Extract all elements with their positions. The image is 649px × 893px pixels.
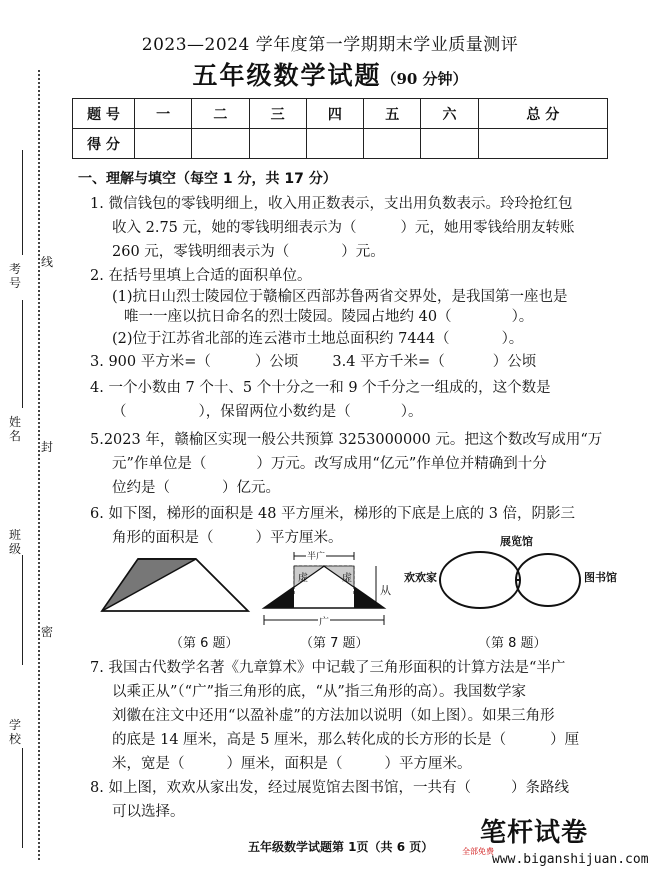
route-loop-left <box>440 552 520 608</box>
question-4-text: ），保留两位小数约是（ <box>198 404 351 420</box>
score-table-column-header: 总 分 <box>478 99 607 129</box>
question-6-text: ）平方厘米。 <box>255 530 343 546</box>
question-7-text: ）厘 <box>550 732 580 748</box>
question-2-line-1: 2. 在括号里填上合适的面积单位。 <box>90 268 312 284</box>
score-table-column-header: 二 <box>192 99 249 129</box>
label-xu-right: 虚 <box>342 573 352 584</box>
question-7-text: ）厘米，面积是（ <box>226 756 343 772</box>
score-cell[interactable] <box>306 129 363 159</box>
page-footer: 五年级数学试题第 1页（共 6 页） <box>248 840 434 854</box>
watermark-url[interactable]: www.biganshijuan.com <box>492 852 649 867</box>
question-4-line-1: 4. 一个小数由 7 个十、5 个十分之一和 9 个千分之一组成的，这个数是 <box>90 380 551 396</box>
score-cell[interactable] <box>192 129 249 159</box>
label-guang: 广 <box>318 613 330 628</box>
question-2-text: 唯一一座以抗日命名的烈士陵园。陵园占地约 40（ <box>124 309 452 325</box>
score-cell[interactable] <box>421 129 478 159</box>
figure-7-caption: （第 7 题） <box>300 636 369 651</box>
question-7-text: ）平方厘米。 <box>384 756 472 772</box>
score-cell[interactable] <box>249 129 306 159</box>
question-8-line-2: 可以选择。 <box>112 804 185 820</box>
class-blank <box>22 555 23 665</box>
score-cell[interactable] <box>135 129 192 159</box>
question-5-text: 位约是（ <box>112 480 170 496</box>
label-exhibition-hall: 展览馆 <box>500 535 533 548</box>
question-2-line-4 <box>112 327 523 351</box>
question-2-line-3 <box>124 305 533 329</box>
label-half-guang: 半广 <box>306 549 326 562</box>
question-7-line-1: 7. 我国古代数学名著《九章算术》中记载了三角形面积的计算方法是“半广 <box>90 660 566 676</box>
score-table-header-row <box>73 99 608 129</box>
question-8-text: ）条路线 <box>510 780 569 796</box>
route-loop-right <box>516 554 580 606</box>
question-3-text: 3.4 平方千米=（ <box>332 354 445 370</box>
seal-line-char-mi: 密 <box>40 625 53 639</box>
question-5-text: ）万元。改写成用“亿元”作单位并精确到十分 <box>256 456 547 472</box>
question-6-text: 角形的面积是（ <box>112 530 214 546</box>
question-1-line-1: 1. 微信钱包的零钱明细上，收入用正数表示，支出用负数表示。玲玲抢红包 <box>90 196 573 212</box>
exam-number-blank <box>22 150 23 255</box>
label-xu-left: 虚 <box>298 573 308 584</box>
exam-duration: （90 分钟） <box>381 70 468 88</box>
figure-6-caption: （第 6 题） <box>170 636 239 651</box>
question-5-line-2 <box>112 452 547 476</box>
binding-dotted-line <box>38 70 40 860</box>
question-7-text: 的底是 14 厘米，高是 5 厘米，那么转化成的长方形的长是（ <box>112 732 507 748</box>
exam-number-label: 考号 <box>8 262 21 290</box>
label-library: 图书馆 <box>584 571 617 584</box>
question-7-line-3: 刘徽在注文中还用“以盈补虚”的方法加以说明（如上图）。如果三角形 <box>112 708 555 724</box>
question-2-line-2: (1)抗日山烈士陵园位于赣榆区西部苏鲁两省交界处，是我国第一座也是 <box>112 289 568 305</box>
shaded-triangle <box>102 559 196 611</box>
score-table-column-header: 一 <box>135 99 192 129</box>
watermark-tag: 全部免费 <box>462 847 494 856</box>
question-7-line-5 <box>112 752 472 776</box>
figure-6-trapezoid <box>96 555 256 615</box>
figure-8-routes <box>436 548 588 612</box>
school-blank <box>22 748 23 848</box>
question-1-text: ）元。 <box>341 244 385 260</box>
score-table-score-row <box>73 129 608 159</box>
question-2-text: ）。 <box>501 331 524 347</box>
question-7-line-2: 以乘正从”（“广”指三角形的底，“从”指三角形的高）。我国数学家 <box>112 684 527 700</box>
seal-line-char-feng: 封 <box>40 440 53 454</box>
score-table-column-header: 六 <box>421 99 478 129</box>
question-2-text: ）。 <box>511 309 534 325</box>
seal-line-char-xian: 线 <box>40 255 53 269</box>
question-3 <box>90 350 536 374</box>
question-1-text: 收入 2.75 元，她的零钱明细表示为（ <box>112 220 357 236</box>
paper-title-text: 五年级数学试题 <box>192 61 382 90</box>
question-4-line-2 <box>112 400 423 424</box>
label-cong: 从 <box>380 584 391 597</box>
question-7-text: 米，宽是（ <box>112 756 185 772</box>
question-6-line-1: 6. 如下图，梯形的面积是 48 平方厘米，梯形的下底是上底的 3 倍，阴影三 <box>90 506 576 522</box>
question-1-line-2 <box>112 216 575 240</box>
score-table-row-label: 题 号 <box>73 99 135 129</box>
exam-title: 2023—2024 学年度第一学期期末学业质量测评 <box>141 35 519 55</box>
question-3-text: ）公顷 <box>492 354 537 370</box>
paper-title <box>70 56 590 92</box>
score-cell[interactable] <box>364 129 421 159</box>
question-5-line-1: 5.2023 年，赣榆区实现一般公共预算 3253000000 元。把这个数改写成用“万 <box>90 432 603 448</box>
question-1-text: ）元，她用零钱给朋友转账 <box>400 220 575 236</box>
watermark-brand: 笔杆试卷 <box>480 818 589 848</box>
question-5-text: 元”作单位是（ <box>112 456 207 472</box>
score-table-column-header: 五 <box>364 99 421 129</box>
class-label: 班级 <box>8 528 21 556</box>
question-3-text: ）公顷 <box>254 354 299 370</box>
question-5-text: ）亿元。 <box>222 480 280 496</box>
label-huanhuan-home: 欢欢家 <box>404 571 437 584</box>
question-7-line-4 <box>112 728 579 752</box>
school-label: 学校 <box>8 718 21 746</box>
question-4-text: （ <box>112 404 127 420</box>
score-table <box>72 98 608 159</box>
section-title: 一、理解与填空（每空 1 分，共 17 分） <box>78 171 337 187</box>
score-table-row-label: 得 分 <box>73 129 135 159</box>
question-6-line-2 <box>112 526 343 550</box>
score-table-column-header: 三 <box>249 99 306 129</box>
question-5-line-3 <box>112 476 280 500</box>
question-4-text: ）。 <box>400 404 423 420</box>
question-2-text: (2)位于江苏省北部的连云港市土地总面积约 7444（ <box>112 331 450 347</box>
name-blank <box>22 300 23 408</box>
figure-8-caption: （第 8 题） <box>478 636 547 651</box>
question-8-text: 8. 如上图，欢欢从家出发，经过展览馆去图书馆，一共有（ <box>90 780 471 796</box>
question-8-line-1 <box>90 776 569 800</box>
score-table-column-header: 四 <box>306 99 363 129</box>
score-cell[interactable] <box>478 129 607 159</box>
question-1-line-3 <box>112 240 385 264</box>
question-1-text: 260 元，零钱明细表示为（ <box>112 244 290 260</box>
question-3-text: 3. 900 平方米=（ <box>90 354 211 370</box>
name-label: 姓名 <box>8 415 21 443</box>
